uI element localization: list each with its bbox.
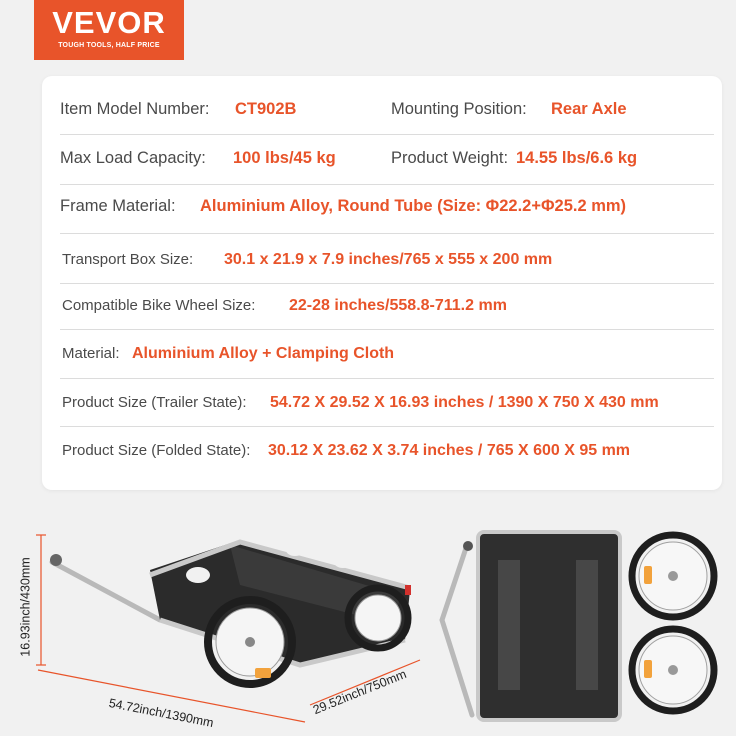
spec-value: 100 lbs/45 kg (233, 149, 336, 167)
spec-row (60, 197, 714, 234)
spec-label: Product Size (Folded State): (62, 442, 251, 459)
spec-row (60, 251, 714, 284)
spec-label: Max Load Capacity: (60, 149, 206, 167)
brand-tagline: TOUGH TOOLS, HALF PRICE (58, 42, 160, 49)
spec-row (60, 297, 714, 330)
spec-row (60, 100, 714, 135)
brand-name: VEVOR (52, 5, 166, 40)
spec-value: 54.72 X 29.52 X 16.93 inches / 1390 X 750 X 430 mm (270, 394, 659, 411)
trailer-side-view (50, 540, 411, 684)
width-dimension-label: 29.52inch/750mm (310, 666, 409, 718)
spec-row (60, 149, 714, 185)
spec-label: Compatible Bike Wheel Size: (62, 297, 256, 314)
spec-value: Aluminium Alloy, Round Tube (Size: Φ22.2+Φ25.2 mm) (200, 197, 627, 215)
spare-wheels (632, 535, 714, 711)
vevor-logo (34, 0, 184, 60)
height-dimension-label: 16.93inch/430mm (18, 557, 33, 657)
spec-value: 14.55 lbs/6.6 kg (516, 149, 638, 167)
length-dimension-label: 54.72inch/1390mm (107, 695, 215, 731)
spec-card (42, 76, 722, 490)
spec-row (60, 394, 714, 427)
spec-value: 22-28 inches/558.8-711.2 mm (289, 297, 507, 314)
spec-label: Frame Material: (60, 197, 176, 215)
spec-label: Item Model Number: (60, 100, 210, 118)
spec-row (60, 345, 714, 379)
spec-label: Mounting Position: (391, 100, 527, 118)
spec-value: 30.12 X 23.62 X 3.74 inches / 765 X 600 X 95 mm (268, 442, 631, 459)
spec-label: Product Weight: (391, 149, 509, 167)
spec-value: Aluminium Alloy + Clamping Cloth (132, 345, 395, 362)
spec-label: Transport Box Size: (62, 251, 194, 268)
trailer-top-view (442, 532, 620, 720)
spec-row (60, 442, 714, 472)
spec-value: CT902B (235, 100, 297, 118)
spec-value: Rear Axle (551, 100, 627, 118)
spec-label: Material: (62, 345, 120, 362)
spec-value: 30.1 x 21.9 x 7.9 inches/765 x 555 x 200 mm (224, 251, 553, 268)
spec-label: Product Size (Trailer State): (62, 394, 247, 411)
